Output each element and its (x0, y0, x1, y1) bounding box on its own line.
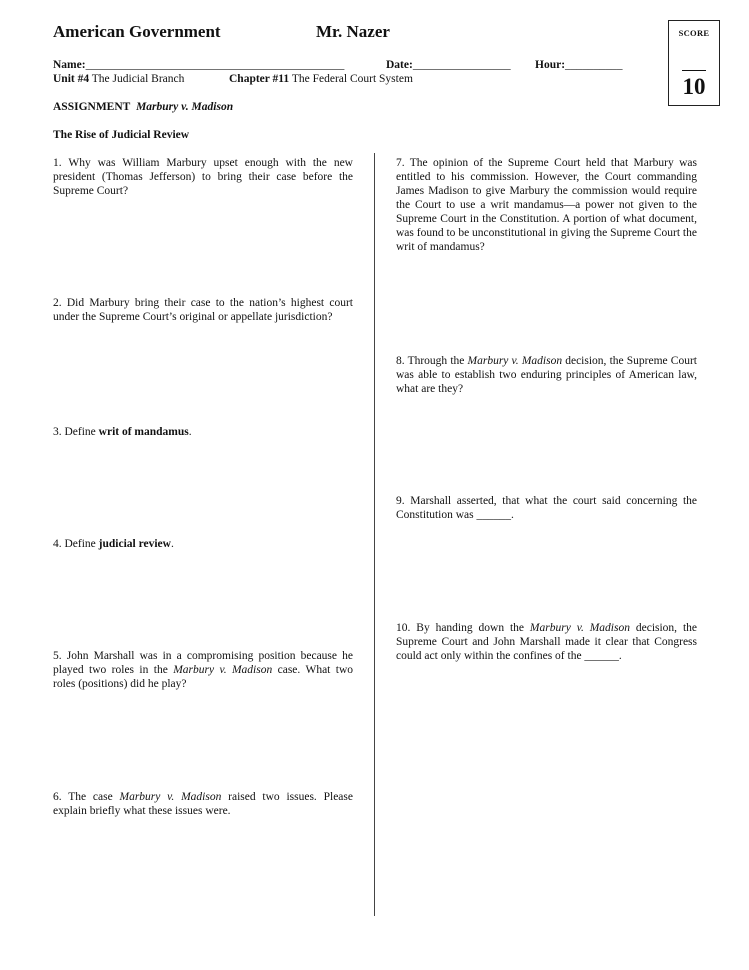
question-3-suffix: . (188, 426, 192, 438)
question-9: 9. Marshall asserted, that what the court said concerning the Constitution was ______. (396, 495, 697, 521)
score-label: SCORE (678, 28, 710, 38)
name-line (53, 58, 344, 72)
question-4 (53, 537, 353, 551)
question-4-prefix: 4. Define (53, 538, 99, 550)
question-5-case: Marbury v. Madison (173, 664, 273, 676)
question-10-case: Marbury v. Madison (529, 622, 630, 634)
question-8 (396, 354, 697, 396)
question-4-suffix: . (170, 538, 174, 550)
question-2: 2. Did Marbury bring their case to the nation’s highest court under the Supreme Court’s original or appellate jurisdiction? (53, 297, 353, 323)
question-3-prefix: 3. Define (53, 426, 99, 438)
date-line (386, 58, 511, 72)
hour-label: Hour: (535, 59, 566, 71)
unit-line (53, 72, 184, 86)
question-5-text-a: 5. John Marshall was in a compromising position because he played two roles in the (53, 650, 353, 676)
question-10-text-b: decision, the Supreme Court and John Marshall made it clear that Congress could act only within the confines of the ______. (396, 622, 698, 662)
hour-blank[interactable]: __________ (565, 59, 623, 71)
question-1: 1. Why was William Marbury upset enough with the new president (Thomas Jefferson) to bring their case before the Supreme Court? (53, 157, 353, 197)
question-4-term: judicial review (98, 538, 171, 550)
question-8-text-b: decision, the Supreme Court was able to establish two enduring principles of American law, what are they? (396, 355, 697, 395)
name-label: Name: (53, 59, 86, 71)
question-8-text-a: 8. Through the (396, 355, 468, 367)
question-6-text-b: raised two issues. Please explain briefly what these issues were. (53, 791, 353, 817)
date-blank[interactable]: _________________ (412, 59, 511, 71)
question-5 (53, 649, 353, 691)
assignment-line (53, 100, 233, 114)
question-5-text-b: case. What two roles (positions) did he play? (53, 664, 354, 690)
question-6-case: Marbury v. Madison (119, 791, 222, 803)
date-label: Date: (386, 59, 413, 71)
question-6 (53, 790, 353, 818)
question-10 (396, 621, 697, 663)
unit-label: Unit #4 (53, 73, 90, 85)
hour-line (535, 58, 623, 72)
question-10-text-a: 10. By handing down the (396, 622, 530, 634)
question-3 (53, 425, 353, 439)
column-divider (374, 153, 375, 916)
section-title: The Rise of Judicial Review (53, 129, 190, 141)
chapter-line (229, 72, 413, 86)
score-line (682, 70, 706, 71)
question-6-text-a: 6. The case (53, 791, 120, 803)
score-box (668, 20, 720, 106)
teacher-name: Mr. Nazer (316, 22, 390, 41)
chapter-label: Chapter #11 (229, 73, 290, 85)
question-7: 7. The opinion of the Supreme Court held that Marbury was entitled to his commission. However, the Court commanding James Madison to give Marbury the commission would require the Court to use a writ mandamus—a power not given to the Supreme Court in the Constitution. A portion of what document, was found to be unconstitutional in giving the Supreme Court the writ of mandamus? (396, 157, 697, 253)
name-blank[interactable]: _____________________________________________ (85, 59, 345, 71)
assignment-title: Marbury v. Madison (136, 101, 234, 113)
course-title: American Government (53, 22, 221, 41)
score-value: 10 (682, 74, 706, 99)
chapter-text: The Federal Court System (289, 73, 413, 85)
question-8-case: Marbury v. Madison (467, 355, 563, 367)
question-3-term: writ of mandamus (98, 426, 189, 438)
assignment-label: ASSIGNMENT (53, 101, 131, 113)
unit-text: The Judicial Branch (89, 73, 185, 85)
